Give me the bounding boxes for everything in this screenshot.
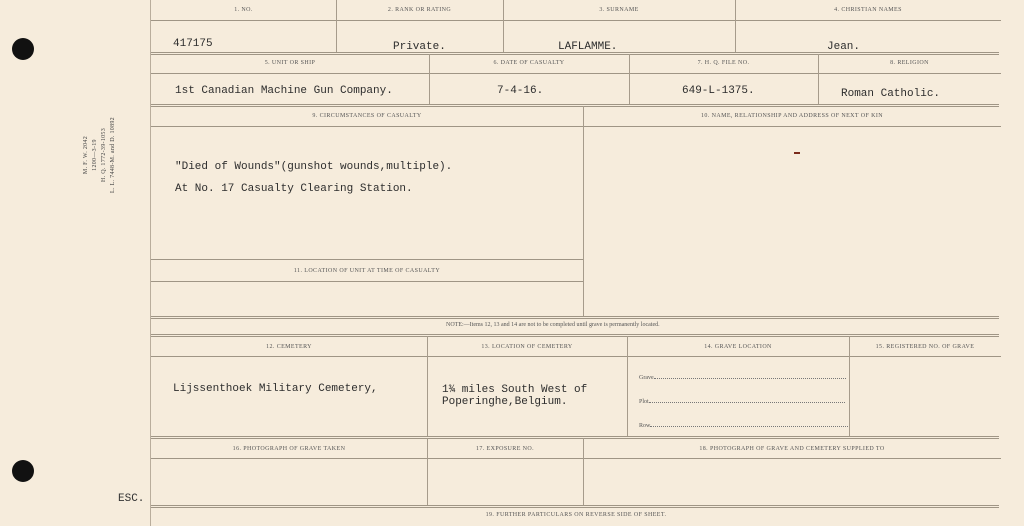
value-religion: Roman Catholic. (841, 88, 941, 100)
label-location-of-cemetery: 13. LOCATION OF CEMETERY (481, 344, 573, 350)
value-rank: Private. (393, 41, 446, 53)
value-circumstances-line2: At No. 17 Casualty Clearing Station. (175, 183, 413, 195)
plot-field (639, 399, 845, 405)
form-code-line: M. F. W. 2042 (83, 135, 89, 175)
label-cemetery: 12. CEMETERY (266, 344, 312, 350)
label-christian-names: 4. CHRISTIAN NAMES (834, 7, 902, 13)
value-christian-names: Jean. (827, 41, 861, 53)
footer-text: 19. FURTHER PARTICULARS ON REVERSE SIDE OF SHEET. (485, 512, 667, 518)
value-cemetery-location-line1: 1¾ miles South West of (442, 384, 588, 396)
value-circumstances-line1: "Died of Wounds"(gunshot wounds,multiple). (175, 161, 453, 173)
form-code (82, 100, 118, 210)
label-grave-location: 14. GRAVE LOCATION (704, 344, 772, 350)
label-location-of-unit: 11. LOCATION OF UNIT AT TIME OF CASUALTY (293, 268, 441, 274)
punch-hole (12, 38, 34, 60)
value-unit: 1st Canadian Machine Gun Company. (175, 85, 393, 97)
value-file-no: 649-L-1375. (682, 85, 755, 97)
grave-field (639, 375, 846, 381)
label-registered-no: 15. REGISTERED NO. OF GRAVE (875, 344, 975, 350)
plot-field-label: Plot (639, 399, 649, 405)
value-no: 417175 (173, 38, 213, 50)
label-no: 1. NO. (234, 7, 253, 13)
label-unit: 5. UNIT OR SHIP (264, 60, 316, 66)
label-religion: 8. RELIGION (890, 60, 929, 66)
ink-mark (794, 152, 800, 154)
row-field (639, 423, 848, 429)
label-file-no: 7. H. Q. FILE NO. (697, 60, 750, 66)
value-cemetery-location-line2: Poperinghe,Belgium. (442, 396, 568, 408)
value-cemetery: Lijssenthoek Military Cemetery, (173, 383, 378, 395)
label-photograph-taken: 16. PHOTOGRAPH OF GRAVE TAKEN (232, 446, 346, 452)
value-date: 7-4-16. (497, 85, 544, 97)
esc-label: ESC. (118, 493, 145, 505)
form-code-line: 1200—3-19 (92, 139, 98, 171)
label-surname: 3. SURNAME (599, 7, 639, 13)
grave-field-label: Grave (639, 375, 654, 381)
form-code-line: H. Q. 1772-39-1053 (101, 127, 107, 183)
note-text: NOTE:—Items 12, 13 and 14 are not to be completed until grave is permanently located. (446, 322, 660, 328)
form-grid (150, 0, 1023, 526)
label-circumstances: 9. CIRCUMSTANCES OF CASUALTY (312, 113, 422, 119)
label-next-of-kin: 10. NAME, RELATIONSHIP AND ADDRESS OF NEXT OF KIN (701, 113, 883, 119)
punch-hole (12, 460, 34, 482)
form-code-line: L. L. 7448-M. and D. 10892 (110, 117, 116, 193)
value-surname: LAFLAMME. (558, 41, 618, 53)
label-photograph-supplied: 18. PHOTOGRAPH OF GRAVE AND CEMETERY SUPPLIED TO (699, 446, 885, 452)
label-rank: 2. RANK OR RATING (387, 7, 452, 13)
row-field-label: Row (639, 423, 651, 429)
label-date: 6. DATE OF CASUALTY (493, 60, 565, 66)
label-exposure-no: 17. EXPOSURE NO. (475, 446, 535, 452)
